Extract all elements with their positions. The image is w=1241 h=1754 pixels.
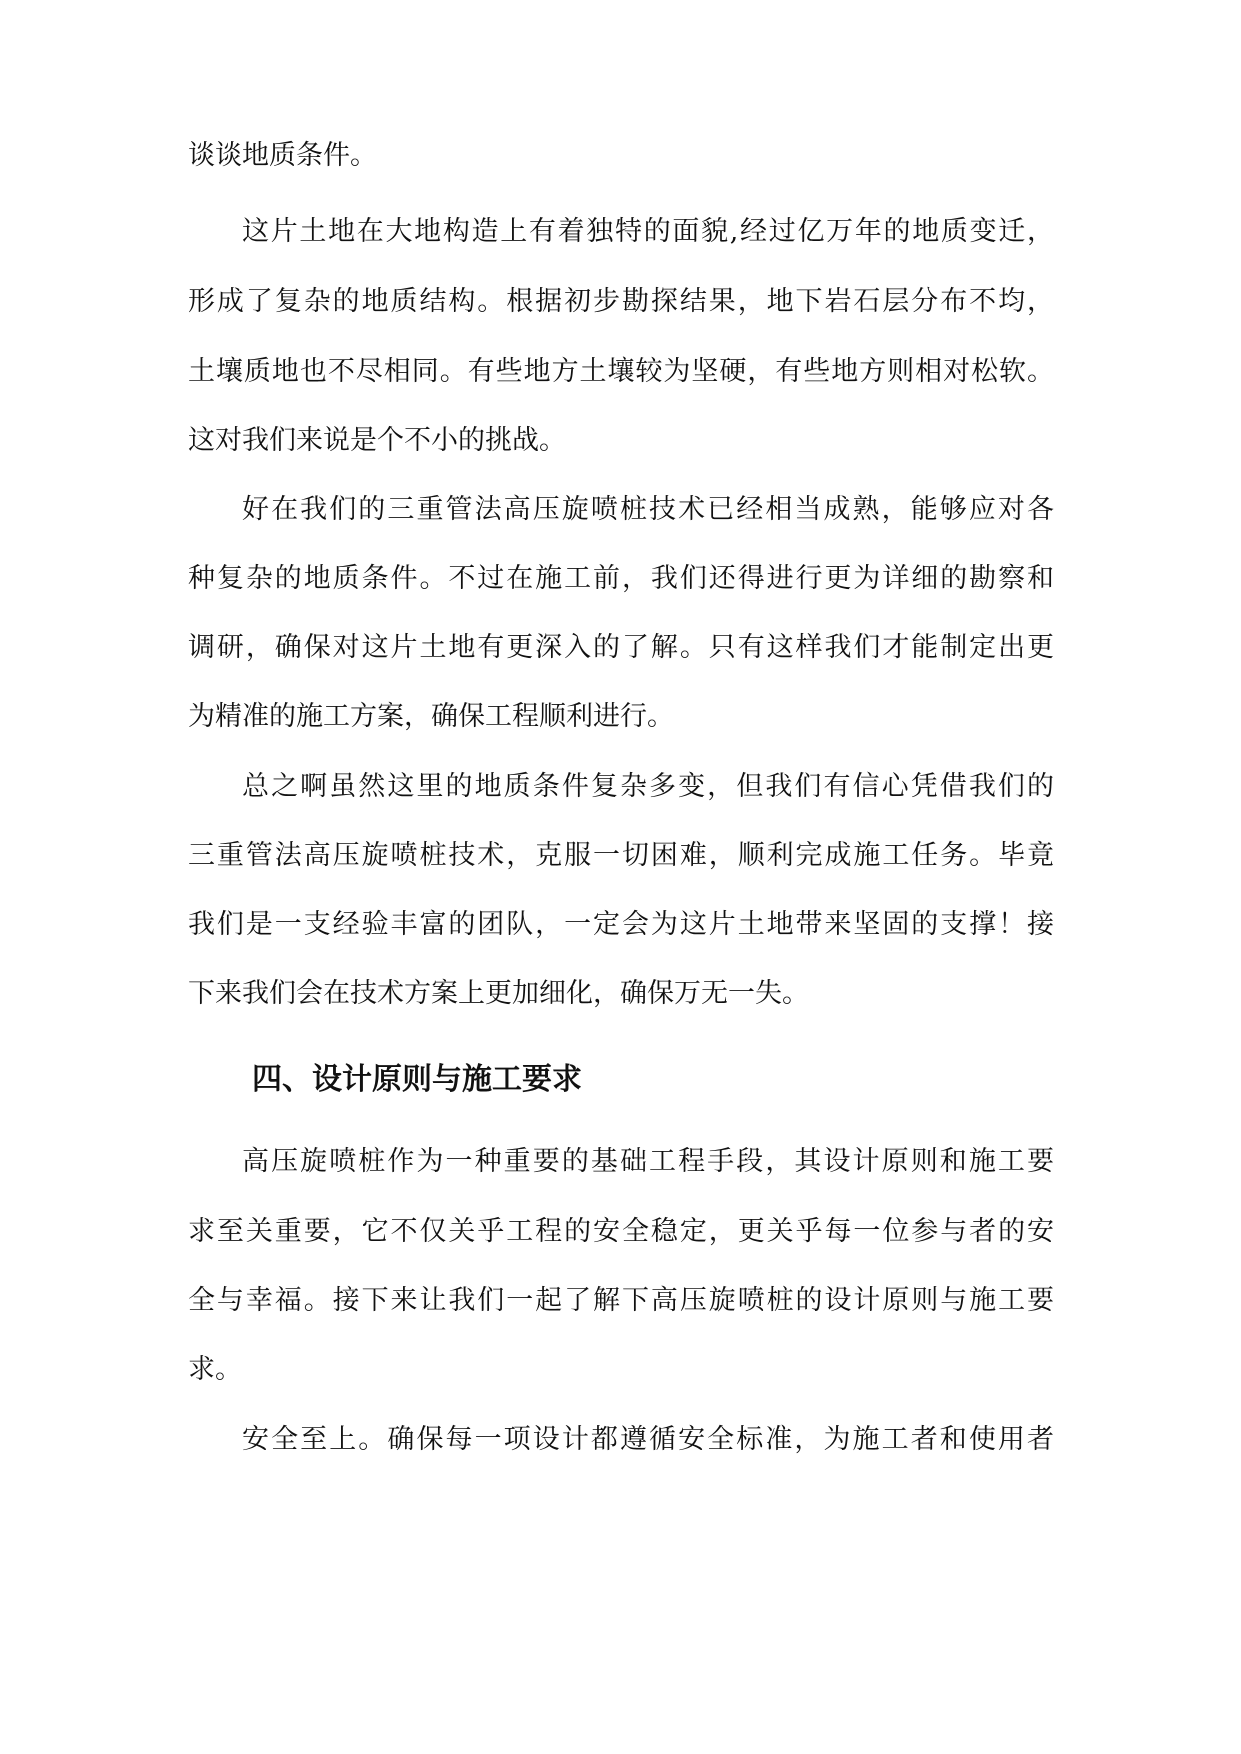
paragraph-line: 为精准的施工方案，确保工程顺利进行。: [188, 701, 674, 732]
paragraph-line: 这对我们来说是个不小的挑战。: [188, 425, 566, 456]
paragraph-line: 谈谈地质条件。: [188, 140, 377, 171]
paragraph-line: 下来我们会在技术方案上更加细化，确保万无一失。: [188, 978, 809, 1009]
paragraph-line: 形成了复杂的地质结构。根据初步勘探结果，地下岩石层分布不均，: [188, 286, 1054, 317]
section-heading: 四、设计原则与施工要求: [252, 1062, 582, 1097]
paragraph-line: 求至关重要，它不仅关乎工程的安全稳定，更关乎每一位参与者的安: [188, 1216, 1054, 1247]
paragraph-line: 种复杂的地质条件。不过在施工前，我们还得进行更为详细的勘察和: [188, 563, 1054, 594]
paragraph-line: 高压旋喷桩作为一种重要的基础工程手段，其设计原则和施工要: [242, 1146, 1054, 1177]
paragraph-line: 我们是一支经验丰富的团队，一定会为这片土地带来坚固的支撑！接: [188, 909, 1054, 940]
paragraph-line: 调研，确保对这片土地有更深入的了解。只有这样我们才能制定出更: [188, 632, 1054, 663]
paragraph-line: 安全至上。确保每一项设计都遵循安全标准，为施工者和使用者: [242, 1424, 1054, 1455]
paragraph-line: 三重管法高压旋喷桩技术，克服一切困难，顺利完成施工任务。毕竟: [188, 840, 1054, 871]
paragraph-line: 求。: [188, 1354, 242, 1385]
paragraph-line: 总之啊虽然这里的地质条件复杂多变，但我们有信心凭借我们的: [242, 771, 1054, 802]
paragraph-line: 好在我们的三重管法高压旋喷桩技术已经相当成熟，能够应对各: [242, 494, 1054, 525]
paragraph-line: 土壤质地也不尽相同。有些地方土壤较为坚硬，有些地方则相对松软。: [188, 356, 1054, 387]
paragraph-line: 全与幸福。接下来让我们一起了解下高压旋喷桩的设计原则与施工要: [188, 1285, 1054, 1316]
paragraph-line: 这片土地在大地构造上有着独特的面貌,经过亿万年的地质变迁，: [242, 216, 1054, 247]
